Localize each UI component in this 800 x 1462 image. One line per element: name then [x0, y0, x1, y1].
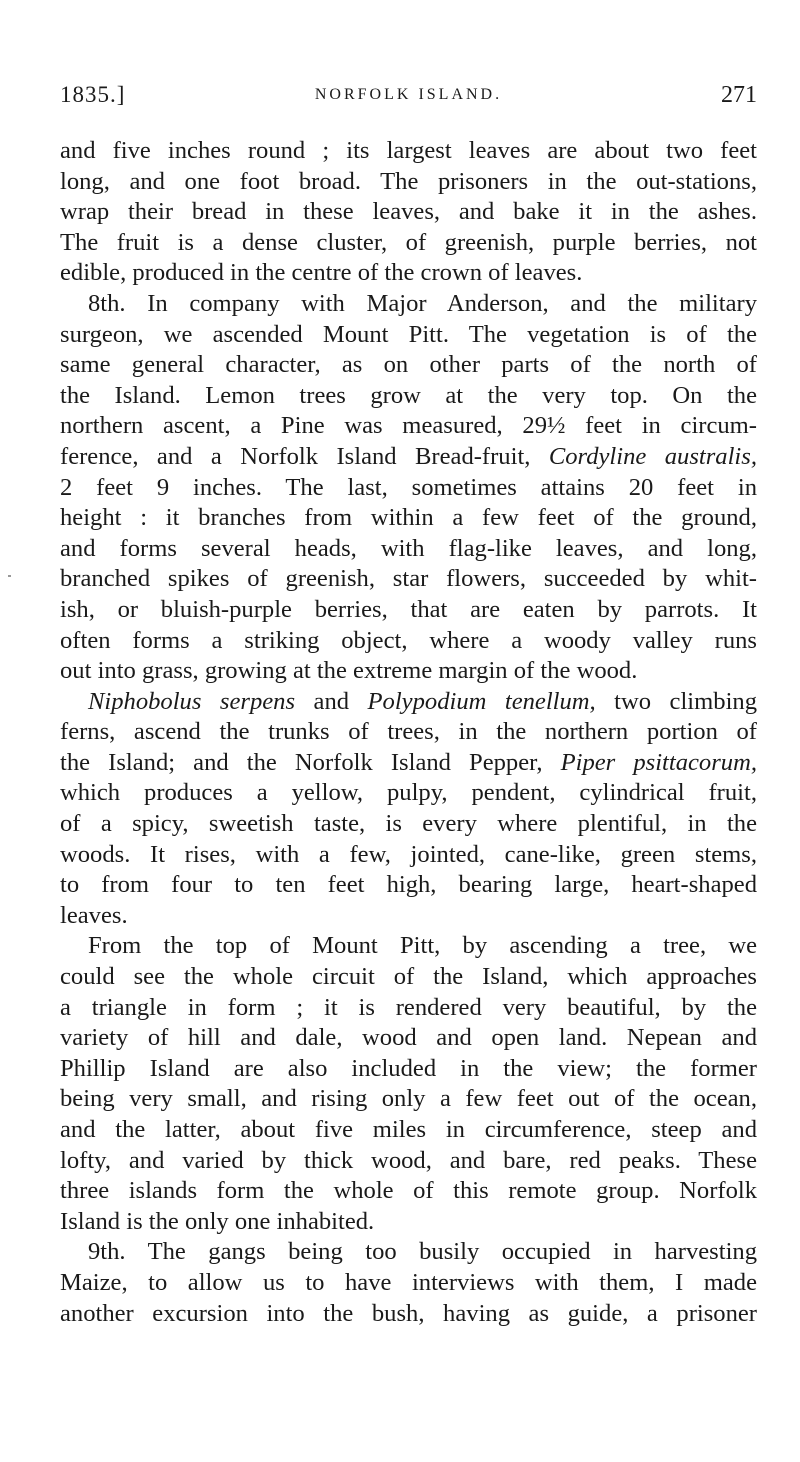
text-run: Island is the only one inhabited. — [60, 1207, 375, 1235]
body-text — [60, 136, 757, 1329]
text-line — [60, 289, 757, 320]
text-run: often forms a striking object, where a woody valley runs — [60, 626, 757, 654]
text-run: The fruit is a dense cluster, of greenish, purple berries, not — [60, 228, 757, 256]
text-run: northern ascent, a Pine was measured, 29½ feet in circum- — [60, 412, 757, 440]
text-line — [60, 993, 757, 1024]
text-run: and forms several heads, with flag-like leaves, and long, — [60, 534, 757, 562]
text-line — [60, 167, 757, 198]
text-run: ference, and a Norfolk Island Bread-fruit, — [60, 442, 549, 470]
text-line — [60, 931, 757, 962]
text-line — [60, 197, 757, 228]
text-run: surgeon, we ascended Mount Pitt. The vegetation is of the — [60, 320, 757, 348]
text-line — [60, 1054, 757, 1085]
text-line — [60, 1299, 757, 1330]
text-line — [60, 350, 757, 381]
text-line — [60, 717, 757, 748]
text-run: From the top of Mount Pitt, by ascending a tree, we — [88, 932, 757, 960]
text-line — [60, 626, 757, 657]
text-run: and — [295, 687, 368, 715]
text-line — [60, 473, 757, 504]
text-run: the Island; and the Norfolk Island Pepper, — [60, 748, 561, 776]
text-run: lofty, and varied by thick wood, and bare, red peaks. These — [60, 1146, 757, 1174]
text-line — [60, 136, 757, 167]
text-run: ish, or bluish-purple berries, that are eaten by parrots. It — [60, 595, 757, 623]
text-run: another excursion into the bush, having as guide, a prisoner — [60, 1299, 757, 1327]
italic-term: Polypodium tenellum, — [367, 687, 596, 715]
text-line — [60, 564, 757, 595]
header-year: 1835.] — [60, 82, 126, 107]
text-line — [60, 411, 757, 442]
italic-term: Cordyline australis, — [548, 442, 757, 470]
text-line — [60, 778, 757, 809]
text-run: branched spikes of greenish, star flowers, succeeded by whit- — [60, 565, 757, 593]
book-page — [60, 78, 757, 1329]
text-line — [60, 1115, 757, 1146]
text-run: wrap their bread in these leaves, and bake it in the ashes. — [60, 198, 757, 226]
text-line — [60, 840, 757, 871]
text-line — [60, 442, 757, 473]
text-run: 2 feet 9 inches. The last, sometimes attains 20 feet in — [60, 473, 757, 501]
text-line — [60, 1146, 757, 1177]
text-run: same general character, as on other parts of the north of — [60, 351, 757, 379]
text-line — [60, 809, 757, 840]
text-run: of a spicy, sweetish taste, is every where plentiful, in the — [60, 810, 757, 838]
text-line — [60, 381, 757, 412]
text-run: two climbing — [595, 687, 757, 715]
text-line — [60, 228, 757, 259]
text-run: the Island. Lemon trees grow at the very top. On the — [60, 381, 757, 409]
text-line — [60, 1023, 757, 1054]
text-line — [60, 870, 757, 901]
text-line — [60, 1268, 757, 1299]
text-run: Maize, to allow us to have interviews with them, I made — [60, 1268, 757, 1296]
text-line — [60, 595, 757, 626]
text-line — [60, 258, 757, 289]
text-line — [60, 320, 757, 351]
text-run: could see the whole circuit of the Island, which approaches — [60, 963, 757, 991]
text-run: and five inches round ; its largest leaves are about two feet — [60, 137, 757, 164]
text-run: leaves. — [60, 901, 128, 929]
page-number: 271 — [721, 82, 757, 108]
text-line — [60, 656, 757, 687]
text-run: woods. It rises, with a few, jointed, cane-like, green stems, — [60, 840, 757, 868]
italic-term: Niphobolus serpens — [88, 687, 296, 715]
text-line — [60, 534, 757, 565]
text-run: Phillip Island are also included in the view; the former — [60, 1054, 757, 1082]
text-line — [60, 687, 757, 718]
text-line — [60, 748, 757, 779]
text-run: three islands form the whole of this remote group. Norfolk — [60, 1177, 757, 1205]
text-run: long, and one foot broad. The prisoners in the out-stations, — [60, 167, 757, 195]
text-run: 8th. In company with Major Anderson, and the military — [88, 289, 757, 317]
text-line — [60, 962, 757, 993]
text-run: edible, produced in the centre of the crown of leaves. — [60, 259, 583, 287]
text-run: which produces a yellow, pulpy, pendent, cylindrical fruit, — [60, 779, 757, 807]
margin-mark — [8, 575, 11, 577]
text-run: being very small, and rising only a few feet out of the ocean, — [60, 1085, 757, 1113]
text-run: height : it branches from within a few feet of the ground, — [60, 504, 757, 532]
text-run: to from four to ten feet high, bearing large, heart-shaped — [60, 871, 757, 899]
text-run: variety of hill and dale, wood and open land. Nepean and — [60, 1024, 757, 1052]
text-line — [60, 1176, 757, 1207]
text-run: ferns, ascend the trunks of trees, in the northern portion of — [60, 718, 757, 746]
text-line — [60, 503, 757, 534]
text-run: and the latter, about five miles in circumference, steep and — [60, 1116, 757, 1143]
text-line — [60, 1084, 757, 1115]
running-title: NORFOLK ISLAND. — [314, 86, 503, 103]
text-run: out into grass, growing at the extreme margin of the wood. — [60, 657, 638, 685]
text-line — [60, 901, 757, 932]
text-run: 9th. The gangs being too busily occupied in harvesting — [88, 1238, 757, 1266]
italic-term: Piper psittacorum, — [560, 748, 757, 776]
running-header — [60, 78, 757, 118]
text-run: a triangle in form ; it is rendered very beautiful, by the — [60, 993, 757, 1021]
text-line — [60, 1237, 757, 1268]
text-line — [60, 1207, 757, 1238]
